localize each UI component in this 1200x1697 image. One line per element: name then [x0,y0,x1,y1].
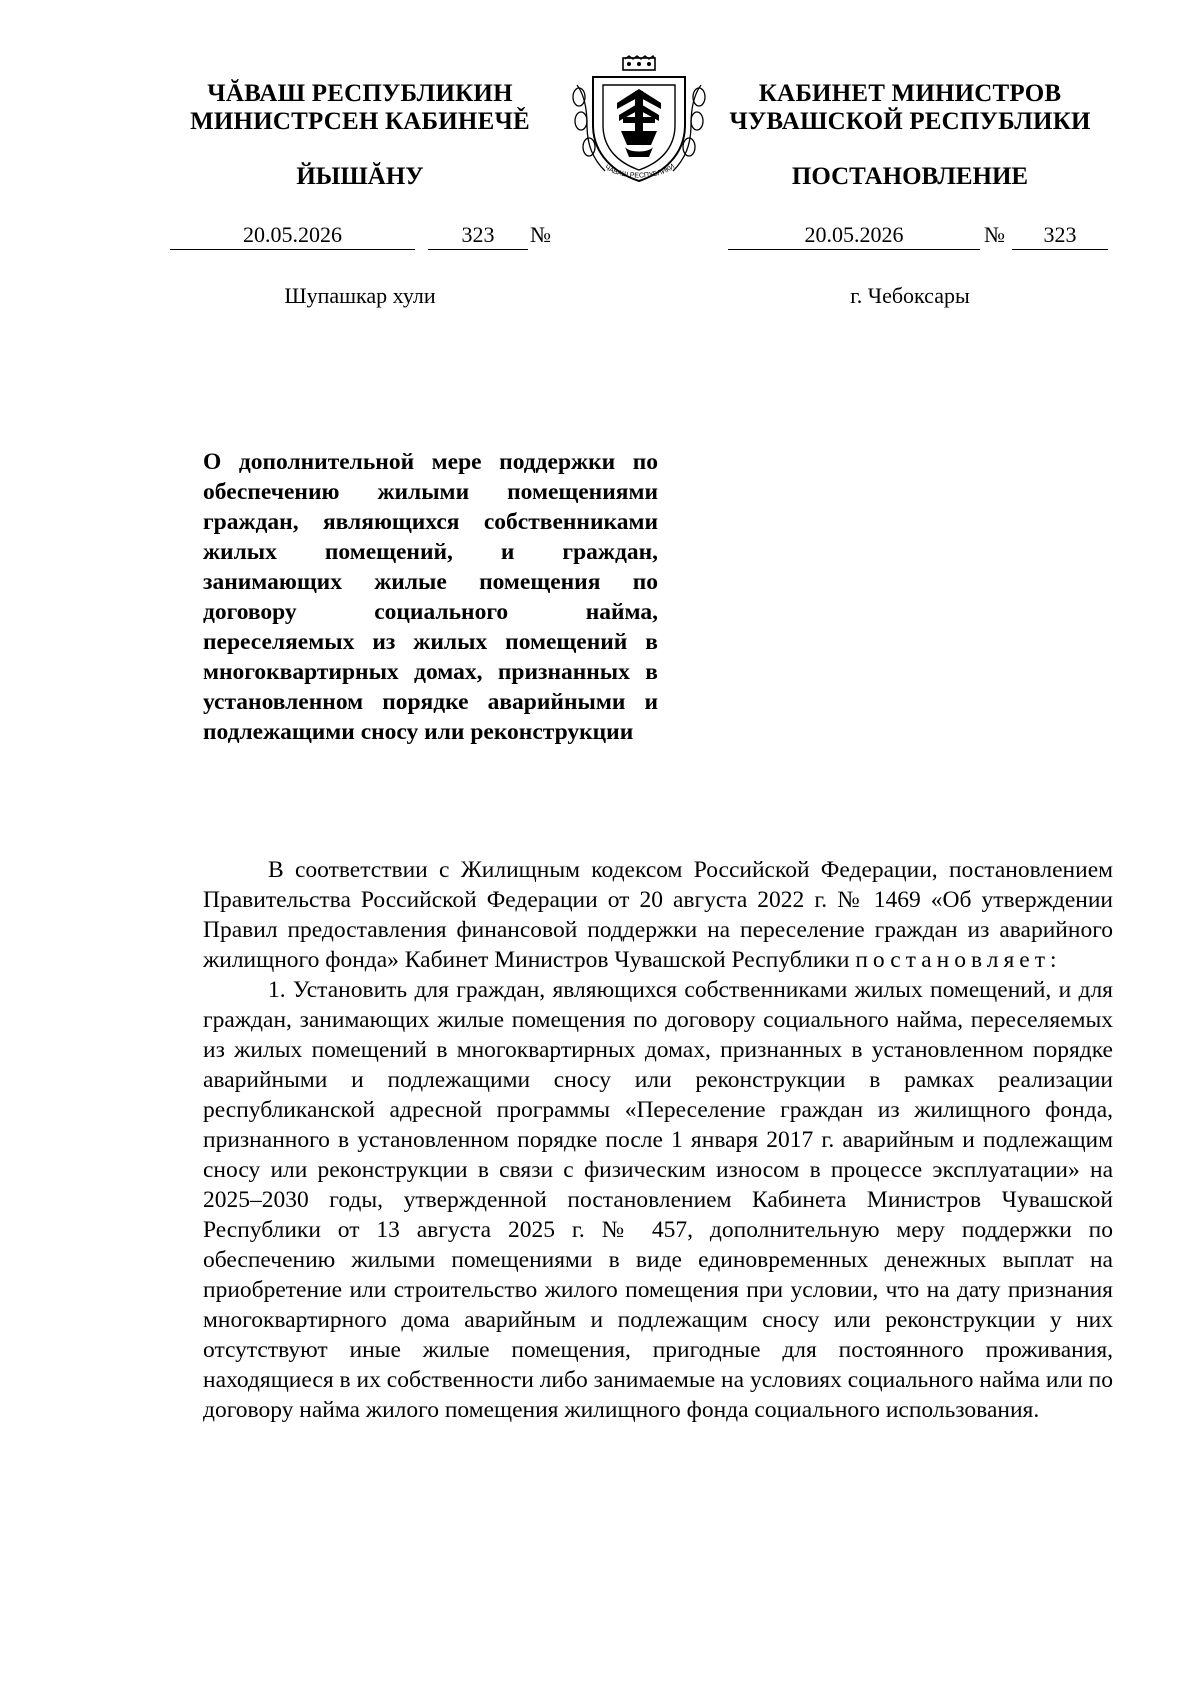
decree-word: постановляет: [855,947,1062,973]
header-left-number-underline [428,249,528,250]
preamble-paragraph [203,855,1113,975]
document-title: О дополнительной мере поддержки по обеспечению жилыми помещениями граждан, являющихся собственниками жилых помещений, и граждан, занимающих жилые помещения по договору социального найма, переселяемых из жилых помещений в многоквартирных домах, признанных в установленном порядке аварийными и подлежащими сносу или реконструкции [203,449,658,745]
coat-of-arms-icon [563,55,715,185]
document-body [203,855,1113,1425]
svg-text:ЧĂВАШ РЕСПУБЛИКИ • ЧУВАШСКАЯ: ЧĂВАШ РЕСПУБЛИКИ [603,163,677,180]
header-left-date-underline [170,249,415,250]
header-left-city: Шупашкар хули [284,283,436,308]
header-right-number-sign: № [984,222,1005,247]
header-right-number-underline [1012,249,1108,250]
item-1-paragraph: 1. Установить для граждан, являющихся собственниками жилых помещений, и для граждан, занимающих жилые помещения по договору социального найма, переселяемых из жилых помещений в многоквартирных домах, признанных в установленном порядке аварийными и подлежащими сносу или реконструкции в рамках реализации республиканской адресной программы «Переселение граждан из жилищного фонда, признанного в установленном порядке после 1 января 2017 г. аварийным и подлежащим сносу или реконструкции в связи с физическим износом в процессе эксплуатации» на 2025–2030 годы, утвержденной постановлением Кабинета Министров Чувашской Республики от 13 августа 2025 г. № 457, дополнительную меру поддержки по обеспечению жилыми помещениями в виде единовременных денежных выплат на приобретение или строительство жилого помещения при условии, что на дату признания многоквартирного дома аварийным и подлежащим сносу или реконструкции у них отсутствуют иные жилые помещения, пригодные для постоянного проживания, находящиеся в их собственности либо занимаемые на условиях социального найма или по договору найма жилого помещения жилищного фонда социального использования. [203,977,1113,1423]
header-left-line2: МИНИСТРСЕН КАБИНЕЧĚ [190,108,530,135]
header-right-line2: ЧУВАШСКОЙ РЕСПУБЛИКИ [729,108,1091,135]
header-right-number: 323 [1043,222,1077,247]
header-right-doc-type: ПОСТАНОВЛЕНИЕ [791,163,1029,190]
header-left-doc-type: ЙЫШĂНУ [296,163,424,190]
header-left-line1: ЧĂВАШ РЕСПУБЛИКИН [207,80,513,107]
header-right-city: г. Чебоксары [850,283,970,308]
header-left-date: 20.05.2026 [243,222,342,247]
header-left-number: 323 [461,222,495,247]
header-right-line1: КАБИНЕТ МИНИСТРОВ [758,80,1062,107]
preamble-text: В соответствии с Жилищным кодексом Российской Федерации, постановлением Правительства Российской Федерации от 20 августа 2022 г. № 1469 «Об утверждении Правил предоставления финансовой поддержки на переселение граждан из аварийного жилищного фонда» Кабинет Министров Чувашской Республики [203,857,1113,973]
header-right-date-underline [728,249,980,250]
header-left-number-sign: № [530,222,551,247]
header-right-date: 20.05.2026 [804,222,904,247]
